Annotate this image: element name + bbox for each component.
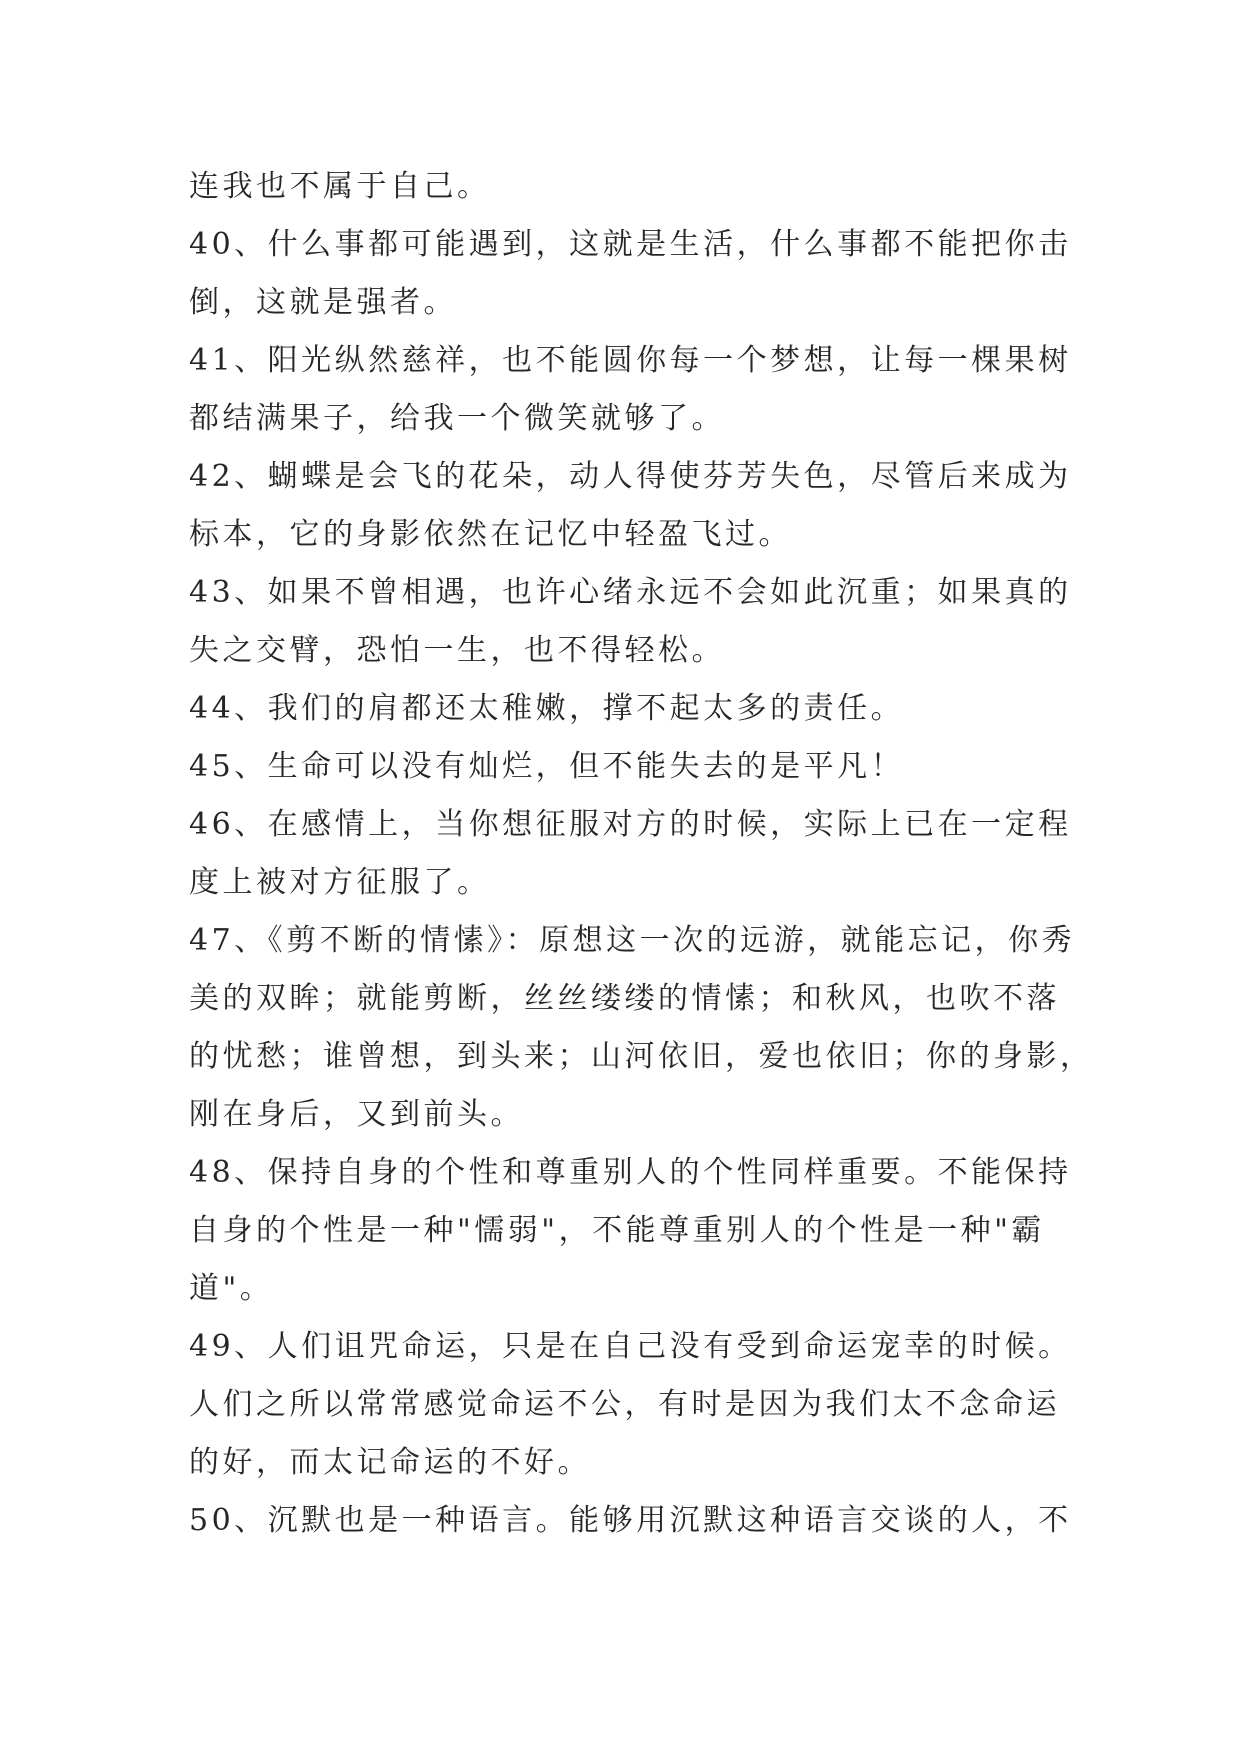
text-line: 标本，它的身影依然在记忆中轻盈飞过。	[189, 517, 792, 552]
text-line: 50、沉默也是一种语言。能够用沉默这种语言交谈的人，不	[189, 1503, 1072, 1538]
text-line: 道"。	[189, 1271, 274, 1306]
text-line: 47、《剪不断的情愫》：原想这一次的远游，就能忘记，你秀	[189, 923, 1076, 958]
text-line: 失之交臂，恐怕一生，也不得轻松。	[189, 633, 725, 668]
text-line: 的忧愁；谁曾想，到头来；山河依旧，爱也依旧；你的身影，	[189, 1039, 1094, 1074]
text-line: 度上被对方征服了。	[189, 865, 491, 900]
text-line: 49、人们诅咒命运，只是在自己没有受到命运宠幸的时候。	[189, 1329, 1072, 1364]
text-line: 的好，而太记命运的不好。	[189, 1445, 591, 1480]
text-line: 连我也不属于自己。	[189, 169, 491, 204]
text-line: 自身的个性是一种"懦弱"，不能尊重别人的个性是一种"霸	[189, 1213, 1045, 1248]
text-line: 43、如果不曾相遇，也许心绪永远不会如此沉重；如果真的	[189, 575, 1072, 610]
text-line: 41、阳光纵然慈祥，也不能圆你每一个梦想，让每一棵果树	[189, 343, 1072, 378]
text-line: 46、在感情上，当你想征服对方的时候，实际上已在一定程	[189, 807, 1072, 842]
text-line: 45、生命可以没有灿烂，但不能失去的是平凡！	[189, 749, 905, 784]
text-line: 42、蝴蝶是会飞的花朵，动人得使芬芳失色，尽管后来成为	[189, 459, 1072, 494]
text-line: 40、什么事都可能遇到，这就是生活，什么事都不能把你击	[189, 227, 1072, 262]
text-line: 倒，这就是强者。	[189, 285, 457, 320]
text-line: 人们之所以常常感觉命运不公，有时是因为我们太不念命运	[189, 1387, 1060, 1422]
text-line: 44、我们的肩都还太稚嫩，撑不起太多的责任。	[189, 691, 905, 726]
text-line: 美的双眸；就能剪断，丝丝缕缕的情愫；和秋风，也吹不落	[189, 981, 1060, 1016]
text-line: 刚在身后，又到前头。	[189, 1097, 524, 1132]
text-line: 都结满果子，给我一个微笑就够了。	[189, 401, 725, 436]
text-line: 48、保持自身的个性和尊重别人的个性同样重要。不能保持	[189, 1155, 1072, 1190]
document-body	[189, 158, 1094, 1550]
